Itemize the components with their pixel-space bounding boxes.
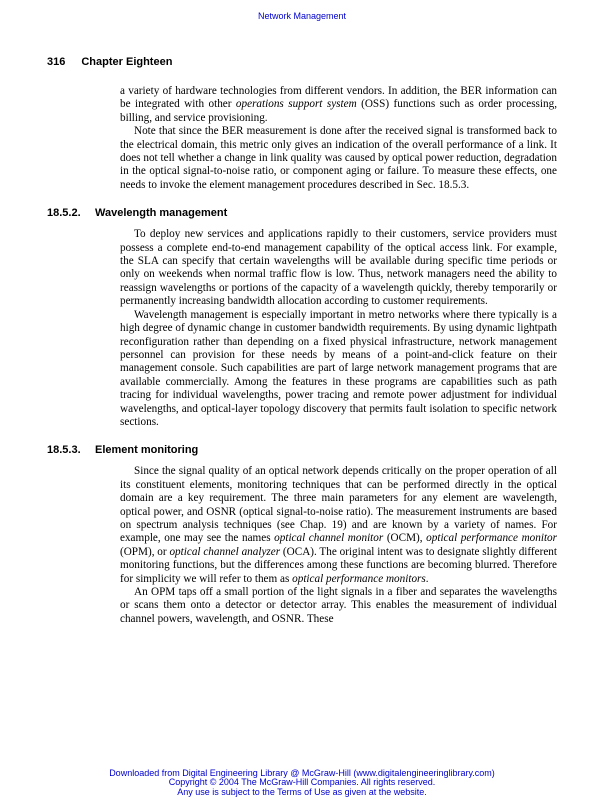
body-content	[47, 85, 557, 626]
paragraph	[120, 85, 557, 125]
section-title: Wavelength management	[95, 207, 228, 220]
paragraph	[120, 586, 557, 626]
page-footer	[0, 769, 604, 798]
paragraph	[120, 228, 557, 308]
page-header	[47, 56, 172, 68]
text-run: (OPM), or	[120, 545, 170, 558]
text-run: .	[425, 572, 429, 585]
text-run: (OSS) functions such as order processing, billing, and service provisioning.	[120, 98, 558, 124]
italic-text-run: optical performance monitors	[292, 572, 426, 585]
chapter-title: Chapter Eighteen	[81, 56, 173, 68]
text-run: Since the signal quality of an optical network depends critically on the proper operation of all its constituent elements, monitoring techniques that can be performed directly in the optical domain are a key requirement. The three main parameters for any element are wavelength, optical power, and OSNR (optical signal-to-noise ratio). The measurement instruments are based on spectrum analysis techniques (see Chap. 19) and are known by a variety of names. For example, one may see the names	[120, 465, 557, 545]
italic-text-run: optical performance monitor	[426, 532, 557, 545]
text-run: An OPM taps off a small portion of the light signals in a fiber and separates the wavelengths or scans them onto a detector or detector array. This enables the measurement of individual channel powers, wavelength, and OSNR. These	[120, 586, 557, 625]
italic-text-run: optical channel monitor	[274, 532, 384, 545]
paragraph	[120, 465, 557, 586]
paragraph	[120, 309, 557, 430]
section-number: 18.5.2.	[47, 207, 81, 220]
paragraph	[120, 125, 557, 192]
text-run: a variety of hardware technologies from different vendors. In addition, the BER information can be integrated with other	[120, 85, 557, 111]
section-title: Element monitoring	[95, 444, 199, 457]
text-run: (OCM),	[383, 532, 427, 545]
text-run: To deploy new services and applications rapidly to their customers, service providers must possess a complete end-to-end management capability of the optical access link. For example, the SLA can specify that certain wavelengths will be available during specific time periods or only on weekends when normal traffic flow is low. Thus, network managers need the ability to reassign wavelengths or portions of the capacity of a wavelength quickly, thereby temporarily or permanently increasing bandwidth allocation according to customer requirements.	[120, 228, 557, 308]
text-run: (OCA). The original intent was to designate slightly different monitoring functions, but the differences among these functions are becoming blurred. Therefore for simplicity we will refer to them as	[120, 545, 558, 585]
footer-line-terms: Any use is subject to the Terms of Use as given at the website.	[177, 787, 427, 798]
running-title: Network Management	[257, 11, 347, 21]
section-heading	[47, 444, 557, 456]
footer-line-download: Downloaded from Digital Engineering Library @ McGraw-Hill (www.digitalengineeringlibrary.com)	[109, 767, 495, 778]
italic-text-run: optical channel analyzer	[169, 545, 281, 558]
section-heading	[47, 207, 557, 219]
text-run: Wavelength management is especially important in metro networks where there typically is a high degree of dynamic change in customer bandwidth requirements. By using dynamic lightpath reconfiguration rather than depending on a fixed physical infrastructure, network management personnel can provision for these needs by means of a point-and-click feature on their management console. Such capabilities are part of large network management programs that are available commercially. Among the features in these programs are capabilities such as path tracing for individual wavelengths, power tracing and remote power adjustment for individual wavelengths, and optical-layer topology discovery that permits fault isolation to specific network sections.	[120, 308, 557, 428]
page-number: 316	[47, 56, 66, 68]
section-number: 18.5.3.	[47, 444, 81, 457]
footer-line-copyright: Copyright © 2004 The McGraw-Hill Companies. All rights reserved.	[168, 777, 436, 788]
italic-text-run: operations support system	[235, 98, 357, 111]
text-run: Note that since the BER measurement is done after the received signal is transformed back to the electrical domain, this metric only gives an indication of the overall performance of a link. It does not tell whether a change in link quality was caused by optical power reduction, degradation in the optical signal-to-noise ratio, or component aging or failure. To measure these effects, one needs to invoke the element management procedures described in Sec. 18.5.3.	[120, 125, 557, 191]
